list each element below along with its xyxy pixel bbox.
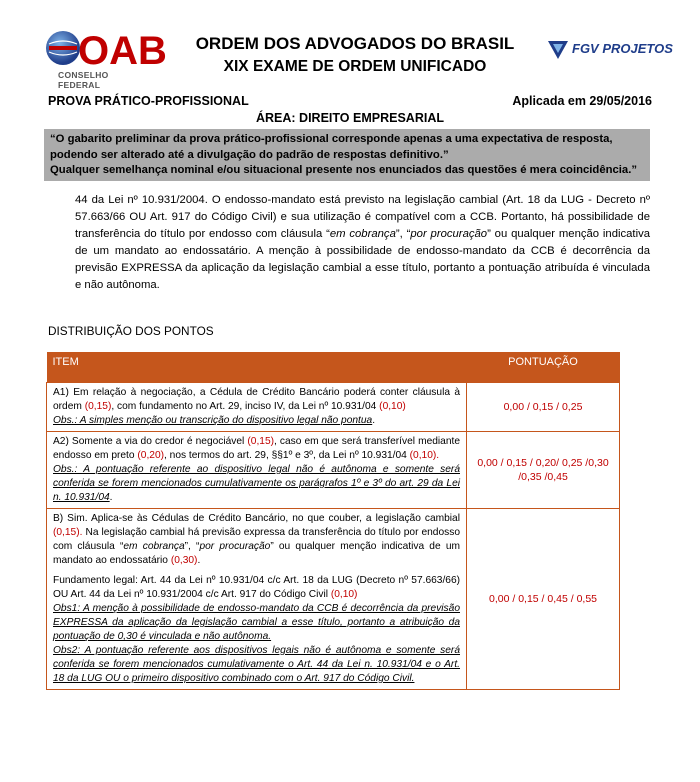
- oab-subtitle: CONSELHO FEDERAL: [58, 70, 109, 90]
- item-text: B) Sim. Aplica-se às Cédulas de Crédito Bancário, no que couber, a legislação cambial: [53, 513, 460, 524]
- fgv-logo-text: FGV PROJETOS: [572, 41, 673, 56]
- item-points: (0,20): [137, 450, 165, 461]
- score-cell: 0,00 / 0,15 / 0,20/ 0,25 /0,30 /0,35 /0,45: [467, 432, 620, 509]
- item-observation: Obs.: A simples menção ou transcrição do dispositivo legal não pontua: [53, 415, 373, 426]
- fgv-logo: [546, 38, 680, 62]
- disclaimer-box: [44, 129, 650, 181]
- item-cell: [47, 432, 467, 509]
- score-cell: 0,00 / 0,15 / 0,45 / 0,55: [467, 509, 620, 690]
- column-header-item: ITEM: [47, 352, 467, 383]
- item-text-italic: em cobrança: [123, 541, 185, 552]
- disclaimer-line-2: Qualquer semelhança nominal e/ou situacional presente nos enunciados das questões é mera coincidência.”: [50, 164, 637, 176]
- item-text: Na legislação cambial há previsão expressa da transferência do título por endosso com cláusula “: [53, 527, 460, 552]
- paragraph-por-procuracao: por procuração: [410, 228, 488, 240]
- oab-letters-text: OAB: [78, 29, 167, 73]
- column-header-points: PONTUAÇÃO: [467, 352, 620, 383]
- disclaimer-line-1: “O gabarito preliminar da prova prático-profissional corresponde apenas a uma expectativa de resposta, podendo ser alterado até a divulgação do padrão de respostas definitivo.”: [50, 133, 613, 161]
- item-text: .: [372, 415, 376, 426]
- exam-type: PROVA PRÁTICO-PROFISSIONAL: [48, 94, 249, 108]
- item-text: .: [436, 450, 440, 461]
- item-text: ”, “: [184, 541, 200, 552]
- item-cell: [47, 509, 467, 690]
- item-observation: Obs.: A pontuação referente ao dispositivo legal não é autônoma e somente será conferida se forem mencionados cumulativamente os parágrafos 1º e 3º do art. 29 da Lei n. 10.931/04: [53, 464, 460, 503]
- item-legal-basis: Fundamento legal: Art. 44 da Lei nº 10.931/04 c/c Art. 18 da LUG (Decreto nº 57.663/66) OU Art. 44 da Lei nº 10.931/2004 c/c Art. 917 do Código Civil: [53, 575, 460, 600]
- item-text: .: [197, 555, 201, 566]
- paragraph-part-2: ”, “: [395, 228, 411, 240]
- paragraph-em-cobranca: em cobrança: [329, 228, 396, 240]
- item-text: ” ou qualquer menção indicativa de um mandato ao endossatário: [53, 541, 460, 566]
- item-text: .: [109, 492, 113, 503]
- answer-paragraph: [75, 192, 650, 294]
- table-row-b: [47, 509, 620, 690]
- oab-logo: [46, 28, 167, 90]
- paragraph-part-3: ” ou qualquer menção indicativa de um mandato ao endossatário. A menção à possibilidade de endosso-mandato da CCB é decorrência da previsão EXPRESSA da aplicação da legislação cambial a esse título, portanto a pontuação atribuída é vinculada e não autônoma.: [75, 228, 651, 291]
- table-row-a1: [47, 383, 620, 432]
- item-points: (0,10): [409, 450, 437, 461]
- exam-date: Aplicada em 29/05/2016: [512, 94, 652, 108]
- page-subtitle: XIX EXAME DE ORDEM UNIFICADO: [223, 58, 487, 75]
- item-points: (0,15).: [53, 527, 83, 538]
- exam-area: ÁREA: DIREITO EMPRESARIAL: [256, 111, 444, 125]
- points-table: [46, 352, 620, 690]
- item-text-italic: por procuração: [199, 541, 271, 552]
- item-text: , caso em que será transferível mediante endosso em preto: [53, 436, 460, 461]
- item-observation-1: Obs1: A menção à possibilidade de endosso-mandato da CCB é decorrência da previsão EXPRESSA da aplicação da legislação cambial a esse título, portanto a atribuição da pontuação de 0,30 é vinculada e não autônoma.: [53, 603, 460, 642]
- item-text: A1) Em relação à negociação, a Cédula de Crédito Bancário poderá conter cláusula à ordem: [53, 387, 460, 412]
- table-row-a2: [47, 432, 620, 509]
- oab-globe-icon: [46, 28, 167, 73]
- table-header-row: [47, 352, 620, 383]
- item-points: (0,10): [330, 589, 358, 600]
- item-text: , com fundamento no Art. 29, inciso IV, da Lei nº 10.931/04: [111, 401, 380, 412]
- item-text: , nos termos do art. 29, §§1º e 3º, da Lei nº 10.931/04: [164, 450, 410, 461]
- item-points: (0,15): [247, 436, 275, 447]
- item-points: (0,10): [379, 401, 406, 412]
- item-cell: [47, 383, 467, 432]
- item-observation-2: Obs2: A pontuação referente aos dispositivos legais não é autônoma e somente será conferida se forem mencionados cumulativamente o Art. 44 da Lei n. 10.931/04 e o Art. 18 da LUG OU o primeiro dispositivo combinado com o Art. 917 do Código Civil.: [53, 645, 460, 684]
- fgv-mark-icon: [546, 39, 570, 61]
- paragraph-part-1: 44 da Lei nº 10.931/2004. O endosso-mandato está previsto na legislação cambial (Art. 18 da LUG - Decreto nº 57.663/66 OU Art. 917 do Código Civil) e sua utilização é compatível com a CCB. Portanto, há possibilidade de transferência do título por endosso com cláusula “: [75, 194, 650, 240]
- item-points: (0,30): [170, 555, 198, 566]
- score-cell: 0,00 / 0,15 / 0,25: [467, 383, 620, 432]
- item-points: (0,15): [84, 401, 112, 412]
- page-title: ORDEM DOS ADVOGADOS DO BRASIL: [195, 34, 515, 53]
- section-title: DISTRIBUIÇÃO DOS PONTOS: [48, 324, 214, 338]
- item-text: A2) Somente a via do credor é negociável: [53, 436, 248, 447]
